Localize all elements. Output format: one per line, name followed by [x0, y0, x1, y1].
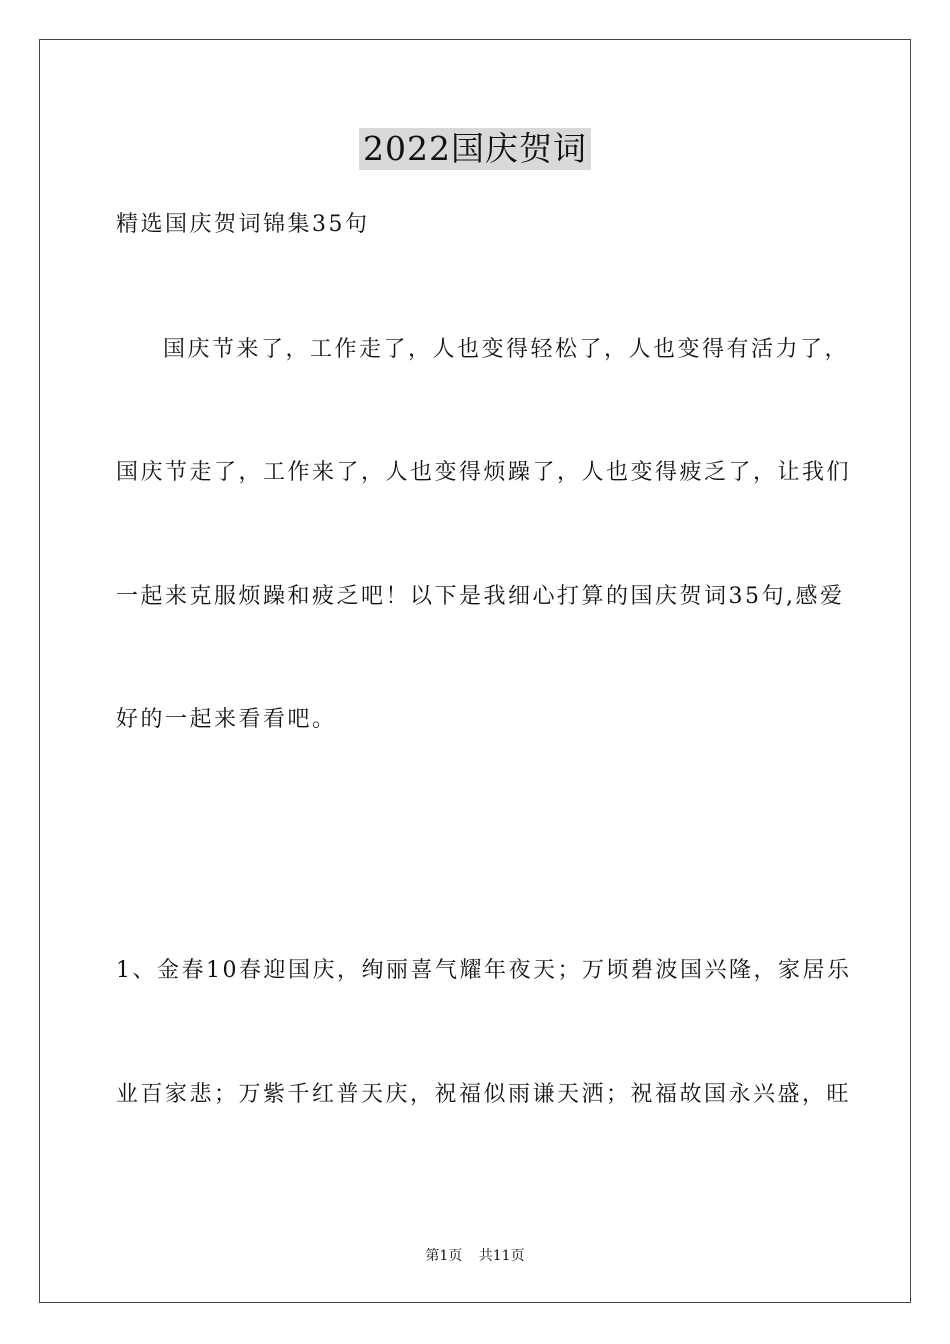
list-item-line-2: 业百家悲；万紫千红普天庆，祝福似雨谦天洒；祝福故国永兴盛，旺 — [116, 1082, 852, 1107]
paragraph-line-1: 国庆节来了，工作走了，人也变得轻松了，人也变得有活力了， — [163, 337, 850, 362]
page-total: 共11页 — [478, 1248, 525, 1264]
page-number: 第1页 — [425, 1248, 463, 1264]
title-container — [0, 128, 950, 170]
paragraph-line-2: 国庆节走了，工作来了，人也变得烦躁了，人也变得疲乏了，让我们 — [116, 460, 852, 485]
paragraph-line-4: 好的一起来看看吧。 — [116, 707, 337, 732]
document-subtitle: 精选国庆贺词锦集35句 — [116, 212, 370, 237]
list-item-line-1: 1、金春10春迎国庆，绚丽喜气耀年夜天；万顷碧波国兴隆，家居乐 — [116, 958, 852, 983]
page-footer — [0, 1246, 950, 1266]
paragraph-line-3: 一起来克服烦躁和疲乏吧！以下是我细心打算的国庆贺词35句,感爱 — [116, 584, 845, 609]
document-title: 2022国庆贺词 — [359, 128, 591, 170]
